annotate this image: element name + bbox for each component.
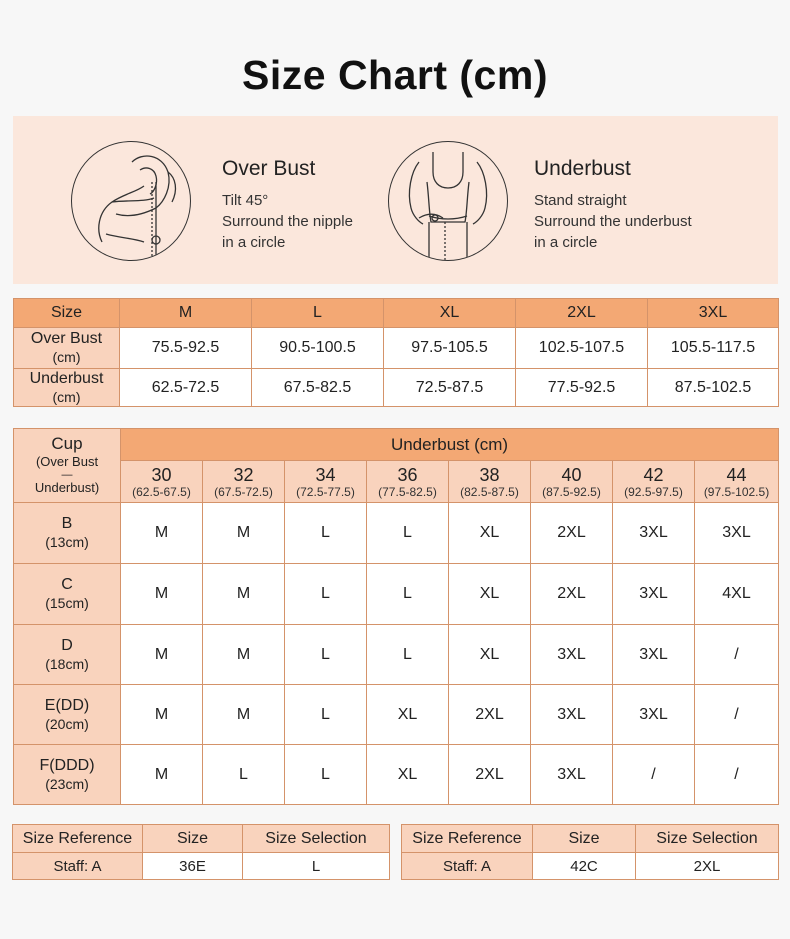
underbust-step-1: Stand straight [534,192,627,209]
table-cell: 3XL [613,685,695,745]
row-label-unit: (cm) [52,388,81,405]
table-cell: 3XL [613,625,695,685]
reference-staff: Staff: A [402,853,533,880]
underbust-figure-icon [389,142,507,260]
over-bust-title: Over Bust [222,157,316,180]
band-column-header: 38 (82.5-87.5) [449,461,531,503]
table-cell: XL [367,745,449,805]
table-cell: XL [449,564,531,625]
reference-header: Size [143,825,243,853]
reference-header: Size Selection [636,825,779,853]
underbust-step-3: in a circle [534,234,598,251]
table-cell: L [285,503,367,564]
table-cell: 3XL [531,685,613,745]
reference-selection: 2XL [636,853,779,880]
table-cell: 105.5-117.5 [648,328,779,369]
row-label-text: Underbust [29,369,104,387]
table-cell: 67.5-82.5 [252,369,384,407]
cup-row-label: C (15cm) [14,564,121,625]
over-bust-step-1: Tilt 45° [222,192,269,209]
table-cell: / [695,685,779,745]
cup-row-label: D (18cm) [14,625,121,685]
size-reference-table-2 [401,824,779,880]
table-cell: / [613,745,695,805]
cup-sub-dash: — [61,468,73,481]
band-column-header: 30 (62.5-67.5) [121,461,203,503]
row-label-unit: (cm) [52,349,81,365]
table-cell: L [367,503,449,564]
size-reference-table-1 [12,824,390,880]
table-cell: M [121,625,203,685]
table-cell: M [203,564,285,625]
table-cell: XL [367,685,449,745]
table-cell: 90.5-100.5 [252,328,384,369]
underbust-title: Underbust [534,157,631,180]
table-cell: XL [449,503,531,564]
row-label [14,328,120,369]
band-column-header: 34 (72.5-77.5) [285,461,367,503]
table-row [14,503,779,564]
table-cell: M [203,625,285,685]
page-title: Size Chart (cm) [242,52,548,98]
size-table-header [14,299,779,328]
table-cell: 72.5-87.5 [384,369,516,407]
measurement-panel [13,116,778,284]
table-cell: 3XL [531,745,613,805]
table-cell: M [203,503,285,564]
table-cell: M [121,745,203,805]
reference-size: 42C [533,853,636,880]
table-row [14,328,779,369]
table-cell: 102.5-107.5 [516,328,648,369]
table-cell: 3XL [613,564,695,625]
table-cell: / [695,745,779,805]
size-header-cell: L [252,299,384,328]
table-cell: L [285,564,367,625]
reference-size: 36E [143,853,243,880]
underbust-header: Underbust (cm) [121,429,779,461]
table-cell: 62.5-72.5 [120,369,252,407]
table-cell: M [203,685,285,745]
table-cell: / [695,625,779,685]
table-row [14,685,779,745]
table-cell: L [367,625,449,685]
row-label-text: Over Bust [30,330,103,347]
cup-sub-label: Underbust) [34,479,100,495]
over-bust-figure-icon [72,142,190,260]
reference-header: Size [533,825,636,853]
over-bust-step-2: Surround the nipple [222,213,353,230]
band-column-header: 44 (97.5-102.5) [695,461,779,503]
size-header-cell: Size [14,299,120,328]
cup-row-label: F(DDD) (23cm) [14,745,121,805]
table-cell: 2XL [531,503,613,564]
size-table [13,298,779,407]
band-column-header: 36 (77.5-82.5) [367,461,449,503]
table-cell: 75.5-92.5 [120,328,252,369]
table-cell: 3XL [531,625,613,685]
table-cell: 77.5-92.5 [516,369,648,407]
cup-row-label: B (13cm) [14,503,121,564]
underbust-step-2: Surround the underbust [534,213,692,230]
table-row [14,369,779,407]
band-column-header: 42 (92.5-97.5) [613,461,695,503]
reference-staff: Staff: A [13,853,143,880]
table-cell: L [203,745,285,805]
size-header-cell: M [120,299,252,328]
table-cell: L [285,685,367,745]
table-cell: L [285,625,367,685]
table-cell: 87.5-102.5 [648,369,779,407]
over-bust-illustration [71,141,191,261]
table-cell: XL [449,625,531,685]
table-row [14,745,779,805]
table-row [14,625,779,685]
row-label [14,369,120,407]
table-cell: 4XL [695,564,779,625]
cup-sub-label: (Over Bust [35,453,99,469]
reference-header: Size Reference [402,825,533,853]
cup-corner-cell [14,429,121,503]
band-column-header: 40 (87.5-92.5) [531,461,613,503]
table-cell: L [367,564,449,625]
table-cell: M [121,503,203,564]
reference-header: Size Selection [243,825,390,853]
cup-row-label: E(DD) (20cm) [14,685,121,745]
table-cell: M [121,685,203,745]
size-header-cell: XL [384,299,516,328]
reference-header: Size Reference [13,825,143,853]
over-bust-step-3: in a circle [222,234,286,251]
table-cell: 3XL [695,503,779,564]
table-cell: 2XL [449,685,531,745]
cup-label: Cup [51,433,83,453]
underbust-columns-row [14,461,779,503]
table-cell: 2XL [531,564,613,625]
size-header-cell: 2XL [516,299,648,328]
table-cell: 97.5-105.5 [384,328,516,369]
table-cell: 3XL [613,503,695,564]
underbust-illustration [388,141,508,261]
band-column-header: 32 (67.5-72.5) [203,461,285,503]
cup-size-table [13,428,779,805]
table-cell: 2XL [449,745,531,805]
table-row [14,564,779,625]
size-header-cell: 3XL [648,299,779,328]
table-cell: M [121,564,203,625]
reference-selection: L [243,853,390,880]
table-cell: L [285,745,367,805]
